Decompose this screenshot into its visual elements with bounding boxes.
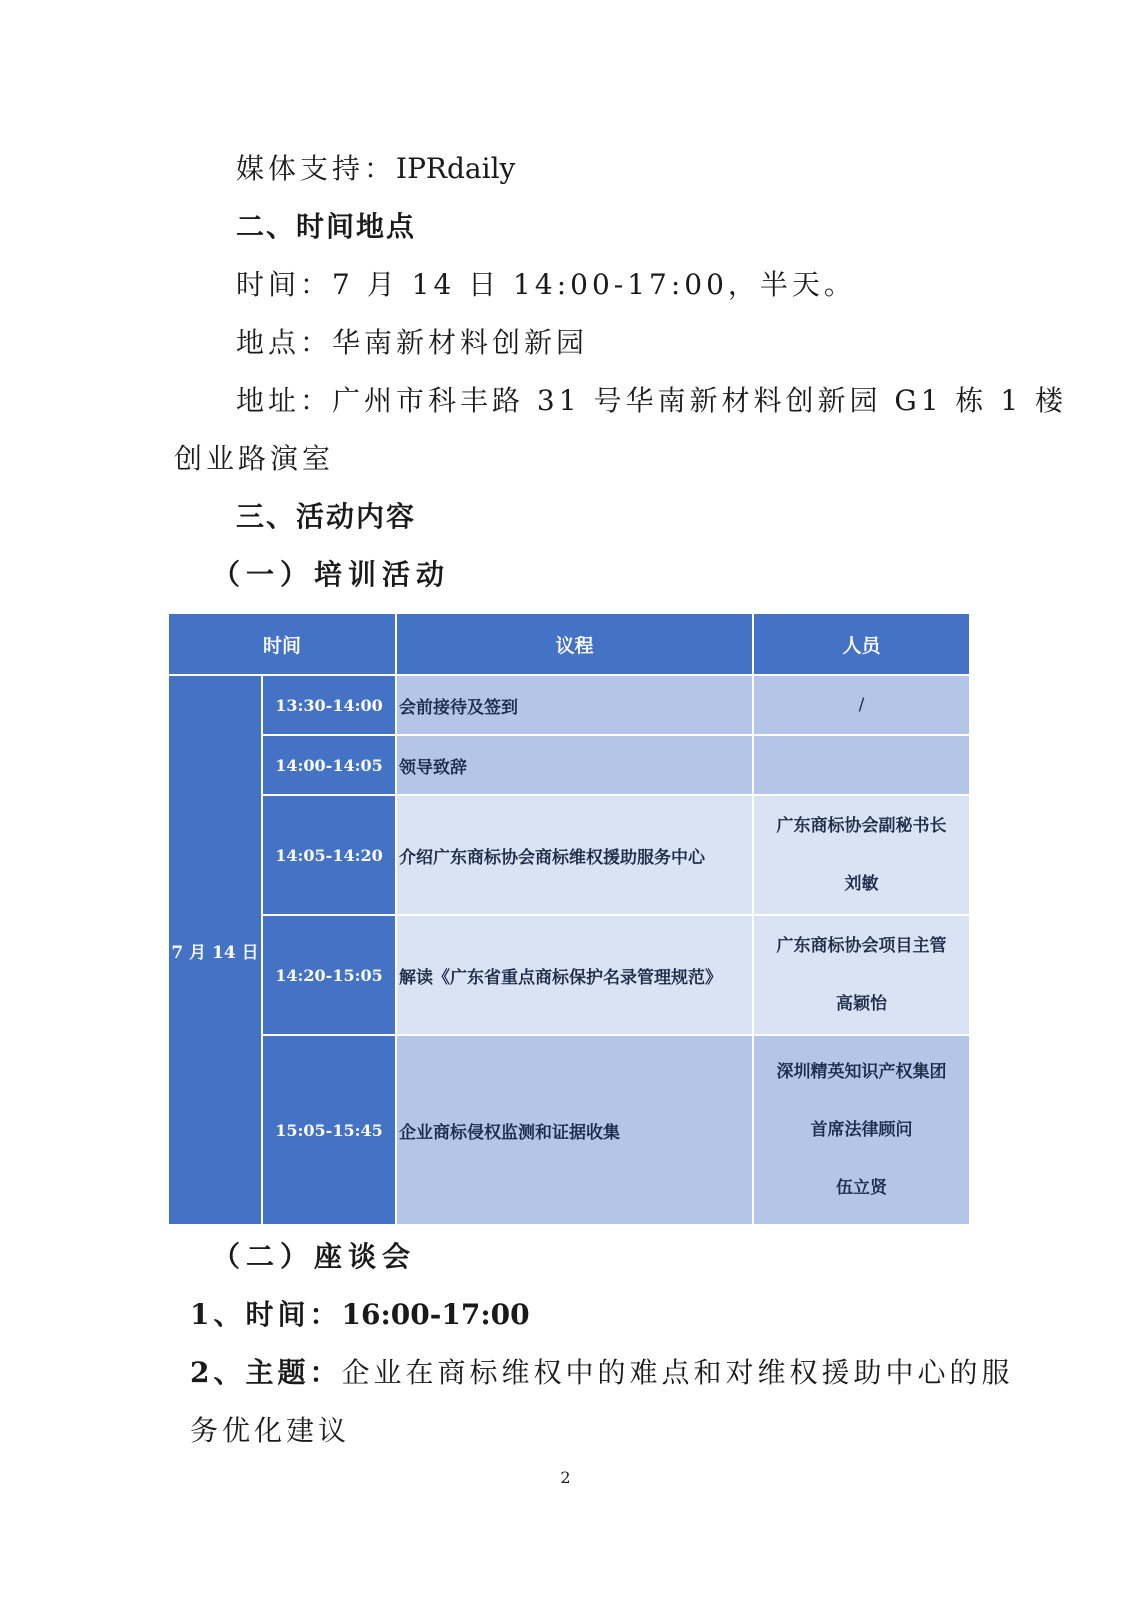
address-line-continued: 创业路演室 [174, 442, 335, 475]
people-line: / [858, 695, 865, 715]
table-row-time: 14:20-15:05 [263, 916, 397, 1036]
table-row-time: 14:00-14:05 [263, 736, 397, 796]
address-line [236, 384, 1067, 418]
people-line: 高颖怡 [836, 994, 887, 1014]
forum-time-label: 1、时间： [190, 1298, 342, 1331]
section3-heading: 三、活动内容 [236, 500, 417, 533]
time-label: 时间： [236, 268, 333, 301]
people-line: 首席法律顾问 [810, 1120, 913, 1140]
people-line: 广东商标协会副秘书长 [776, 816, 947, 836]
table-row-agenda: 解读《广东省重点商标保护名录管理规范》 [397, 916, 754, 1036]
table-header-people: 人员 [754, 614, 969, 674]
table-row-people [754, 736, 969, 796]
training-subheading: （一）培训活动 [212, 558, 451, 591]
forum-topic-line [190, 1356, 1014, 1390]
table-row-people [754, 796, 969, 916]
table-row-time: 14:05-14:20 [263, 796, 397, 916]
table-row-time: 15:05-15:45 [263, 1036, 397, 1224]
media-support-value: IPRdaily [396, 152, 516, 185]
forum-time-line [190, 1298, 530, 1332]
page-number: 2 [560, 1468, 571, 1487]
forum-topic-line-continued: 务优化建议 [190, 1414, 351, 1447]
time-value: 7 月 14 日 14:00-17:00，半天。 [332, 268, 856, 301]
media-support-line [236, 152, 515, 186]
forum-topic-label: 2、主题： [190, 1356, 342, 1389]
place-line [236, 326, 588, 360]
people-line: 深圳精英知识产权集团 [776, 1062, 947, 1082]
people-line: 广东商标协会项目主管 [776, 936, 947, 956]
forum-subheading: （二）座谈会 [212, 1240, 417, 1273]
table-row-agenda: 企业商标侵权监测和证据收集 [397, 1036, 754, 1224]
table-row-agenda: 领导致辞 [397, 736, 754, 796]
table-row-people [754, 1036, 969, 1224]
table-header-agenda: 议程 [397, 614, 754, 674]
media-support-label: 媒体支持： [236, 152, 397, 185]
table-row-agenda: 介绍广东商标协会商标维权援助服务中心 [397, 796, 754, 916]
table-row-time: 13:30-14:00 [263, 676, 397, 736]
forum-time-value: 16:00-17:00 [341, 1298, 530, 1331]
table-row-agenda: 会前接待及签到 [397, 676, 754, 736]
people-line: 刘敏 [844, 874, 879, 894]
table-row-people [754, 916, 969, 1036]
address-value: 广州市科丰路 31 号华南新材料创新园 G1 栋 1 楼 [332, 384, 1068, 417]
section2-heading: 二、时间地点 [236, 210, 417, 243]
forum-topic-value: 企业在商标维权中的难点和对维权援助中心的服 [341, 1356, 1014, 1389]
date-cell: 7 月 14 日 [169, 676, 263, 1224]
place-label: 地点： [236, 326, 333, 359]
people-line: 伍立贤 [836, 1178, 887, 1198]
table-row-people [754, 676, 969, 736]
time-line [236, 268, 856, 302]
address-label: 地址： [236, 384, 333, 417]
table-header-time: 时间 [169, 614, 397, 674]
place-value: 华南新材料创新园 [332, 326, 589, 359]
